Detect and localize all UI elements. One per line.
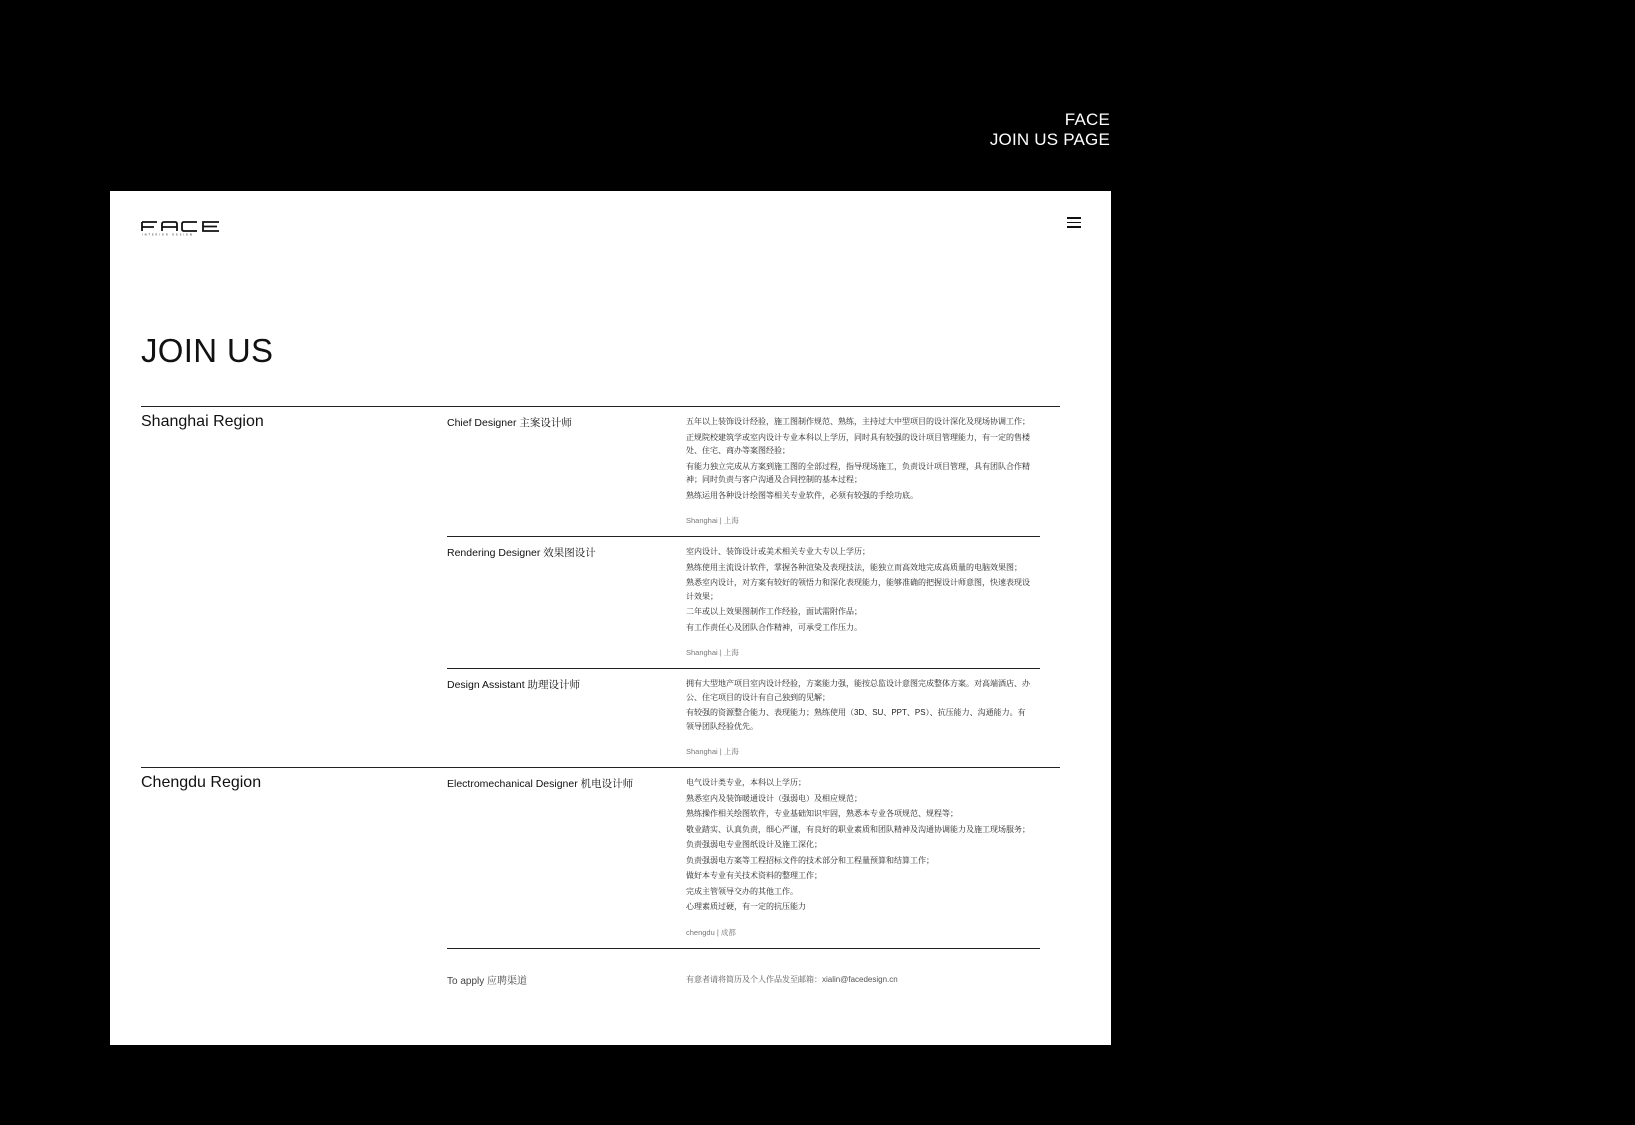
job-item — [447, 768, 1040, 948]
apply-section — [447, 948, 1040, 1009]
job-body — [686, 407, 1031, 526]
job-item — [447, 536, 1040, 668]
apply-label: To apply 应聘渠道 — [447, 975, 528, 987]
job-requirement: 完成主管领导交办的其他工作。 — [686, 886, 798, 896]
job-requirement: 拥有大型地产项目室内设计经验，方案能力强，能按总监设计意图完成整体方案。对高端酒店、办公、住宅项目的设计有自己独到的见解； — [686, 679, 1030, 702]
job-location: chengdu | 成都 — [686, 927, 736, 937]
job-requirement: 电气设计类专业，本科以上学历； — [686, 778, 806, 787]
region-name: Shanghai Region — [141, 413, 264, 430]
job-requirement: 二年或以上效果图制作工作经验，面试需附作品； — [686, 607, 862, 616]
job-body — [686, 768, 1031, 938]
job-requirement: 室内设计、装饰设计或美术相关专业大专以上学历； — [686, 547, 870, 556]
region-jobs — [447, 768, 1040, 948]
job-requirement: 熟练使用主流设计软件，掌握各种渲染及表现技法，能独立而高效地完成高质量的电脑效果图； — [686, 562, 1022, 572]
region-jobs — [447, 407, 1040, 767]
job-requirement: 熟悉室内及装饰暖通设计（强弱电）及相应规范； — [686, 793, 862, 803]
job-location: Shanghai | 上海 — [686, 648, 739, 657]
job-title: Rendering Designer 效果图设计 — [447, 547, 596, 559]
region-chengdu — [141, 767, 1060, 948]
region-name: Chengdu Region — [141, 774, 262, 791]
job-location: Shanghai | 上海 — [686, 747, 739, 756]
job-body — [686, 537, 1031, 658]
menu-icon[interactable] — [1065, 214, 1083, 230]
job-requirement: 敬业踏实、认真负责，细心严谨，有良好的职业素质和团队精神及沟通协调能力及施工现场服务； — [686, 824, 1030, 834]
job-requirement: 有能力独立完成从方案到施工图的全部过程，指导现场施工，负责设计项目管理，具有团队合作精神；同时负责与客户沟通及合同控制的基本过程； — [686, 461, 1030, 484]
apply-email-text[interactable]: 有意者请将简历及个人作品发至邮箱：xialin@facedesign.cn — [686, 974, 898, 984]
job-item — [447, 668, 1040, 767]
job-body — [686, 669, 1031, 757]
face-logo[interactable] — [141, 216, 223, 236]
caption-line-1: FACE — [1064, 110, 1110, 129]
job-title: Design Assistant 助理设计师 — [447, 679, 581, 691]
page-card — [110, 191, 1111, 1045]
job-requirement: 心理素质过硬，有一定的抗压能力 — [686, 902, 806, 911]
job-requirement: 正规院校建筑学或室内设计专业本科以上学历，同时具有较强的设计项目管理能力，有一定的售楼处、住宅、商办等案图经验； — [686, 432, 1030, 455]
job-requirement: 负责强弱电专业图纸设计及施工深化； — [686, 840, 822, 849]
job-requirement: 有较强的资源整合能力、表现能力；熟练使用（3D、SU、PPT、PS）、抗压能力、沟通能力。有领导团队经验优先。 — [686, 708, 1026, 731]
job-title: Electromechanical Designer 机电设计师 — [447, 778, 634, 790]
page-title: JOIN US — [141, 332, 274, 369]
job-requirement: 熟练运用各种设计绘图等相关专业软件，必须有较强的手绘功底。 — [686, 490, 918, 500]
job-requirement: 做好本专业有关技术资料的整理工作； — [686, 871, 822, 880]
jobs-section — [141, 406, 1060, 1009]
region-shanghai — [141, 406, 1060, 767]
job-requirement: 五年以上装饰设计经验，施工图制作规范、熟练，主持过大中型项目的设计深化及现场协调工作； — [686, 417, 1030, 426]
job-requirement: 有工作责任心及团队合作精神，可承受工作压力。 — [686, 622, 862, 632]
job-requirement: 负责强弱电方案等工程招标文件的技术部分和工程量预算和结算工作； — [686, 855, 934, 865]
page-caption — [990, 110, 1110, 150]
job-location: Shanghai | 上海 — [686, 516, 739, 525]
caption-line-2: JOIN US PAGE — [989, 130, 1110, 149]
job-requirement: 熟练操作相关绘图软件，专业基础知识牢固，熟悉本专业各项规范、规程等； — [686, 809, 958, 818]
job-title: Chief Designer 主案设计师 — [447, 417, 572, 429]
job-requirement: 熟悉室内设计，对方案有较好的领悟力和深化表现能力，能够准确的把握设计师意图，快速表现设计效果； — [686, 578, 1030, 601]
job-item — [447, 407, 1040, 536]
logo-subtext: INTERIOR DESIGN — [142, 233, 194, 236]
